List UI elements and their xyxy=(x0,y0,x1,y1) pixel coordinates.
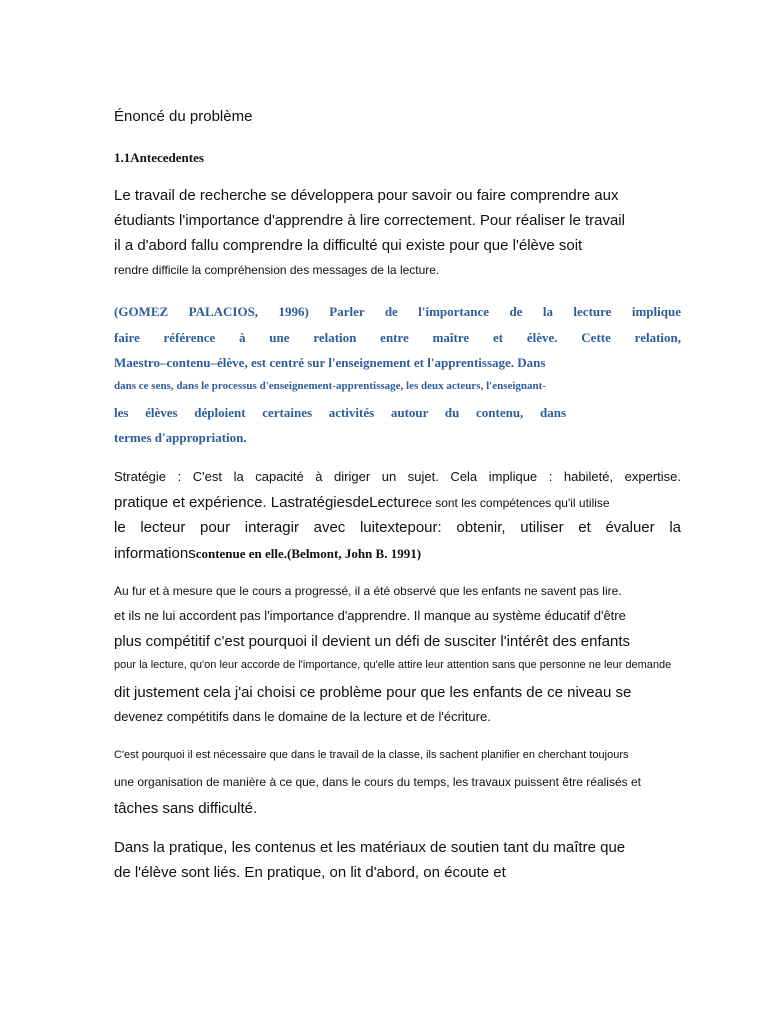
paragraph-1-line-2: étudiants l'importance d'apprendre à lire correctement. Pour réaliser le travail xyxy=(114,212,625,229)
paragraph-4-line-2: une organisation de manière à ce que, dans le cours du temps, les travaux puissent être réalisés et xyxy=(114,775,641,789)
paragraph-5-line-2: de l'élève sont liés. En pratique, on lit d'abord, on écoute et xyxy=(114,864,506,881)
citation-belmont: contenue en elle.(Belmont, John B. 1991) xyxy=(195,546,422,561)
paragraph-4-line-1: C'est pourquoi il est nécessaire que dans le travail de la classe, ils sachent planifier en cherchant toujours xyxy=(114,749,629,761)
quote-line-5: les élèves déploient certaines activités autour du contenu, dans xyxy=(114,405,566,420)
paragraph-3-line-4: pour la lecture, qu'on leur accorde de l'importance, qu'elle attire leur attention sans que personne ne leur demande xyxy=(114,659,672,671)
paragraph-2-line-1: Stratégie : C'est la capacité à diriger un sujet. Cela implique : habileté, expertise. xyxy=(114,469,681,484)
section-heading: 1.1Antecedentes xyxy=(114,150,204,165)
paragraph-4-line-3: tâches sans difficulté. xyxy=(114,800,258,817)
paragraph-2-line-2-start: pratique et expérience. LastratégiesdeLecture xyxy=(114,494,420,511)
paragraph-3-line-5: dit justement cela j'ai choisi ce problème pour que les enfants de ce niveau se xyxy=(114,684,632,701)
quote-line-4: dans ce sens, dans le processus d'enseignement-apprentissage, les deux acteurs, l'enseignant- xyxy=(114,380,546,392)
paragraph-5-line-1: Dans la pratique, les contenus et les matériaux de soutien tant du maître que xyxy=(114,839,626,856)
quote-line-1: (GOMEZ PALACIOS, 1996) Parler de l'importance de la lecture implique xyxy=(114,304,681,319)
paragraph-3-line-6: devenez compétitifs dans le domaine de la lecture et de l'écriture. xyxy=(114,709,491,724)
paragraph-3-line-1: Au fur et à mesure que le cours a progressé, il a été observé que les enfants ne savent pas lire. xyxy=(114,584,622,598)
paragraph-3-line-3: plus compétitif c'est pourquoi il devient un défi de susciter l'intérêt des enfants xyxy=(114,633,631,650)
paragraph-2-line-4-start: informations xyxy=(114,545,196,562)
quote-line-3: Maestro–contenu–élève, est centré sur l'enseignement et l'apprentissage. Dans xyxy=(114,355,546,370)
quote-line-6: termes d'appropriation. xyxy=(114,430,247,445)
paragraph-2-line-4 xyxy=(114,545,421,563)
paragraph-2-line-2 xyxy=(114,494,610,512)
paragraph-3-line-2: et ils ne lui accordent pas l'importance d'apprendre. Il manque au système éducatif d'être xyxy=(114,608,626,623)
paragraph-1-line-1: Le travail de recherche se développera pour savoir ou faire comprendre aux xyxy=(114,187,619,204)
paragraph-2-line-2-end: ce sont les compétences qu'il utilise xyxy=(419,496,610,510)
paragraph-1-line-4: rendre difficile la compréhension des messages de la lecture. xyxy=(114,263,440,277)
document-title: Énoncé du problème xyxy=(114,108,253,125)
paragraph-2-line-3: le lecteur pour interagir avec luitextepour: obtenir, utiliser et évaluer la xyxy=(114,519,681,536)
quote-line-2: faire référence à une relation entre maître et élève. Cette relation, xyxy=(114,330,681,345)
paragraph-1-line-3: il a d'abord fallu comprendre la difficulté qui existe pour que l'élève soit xyxy=(114,237,583,254)
